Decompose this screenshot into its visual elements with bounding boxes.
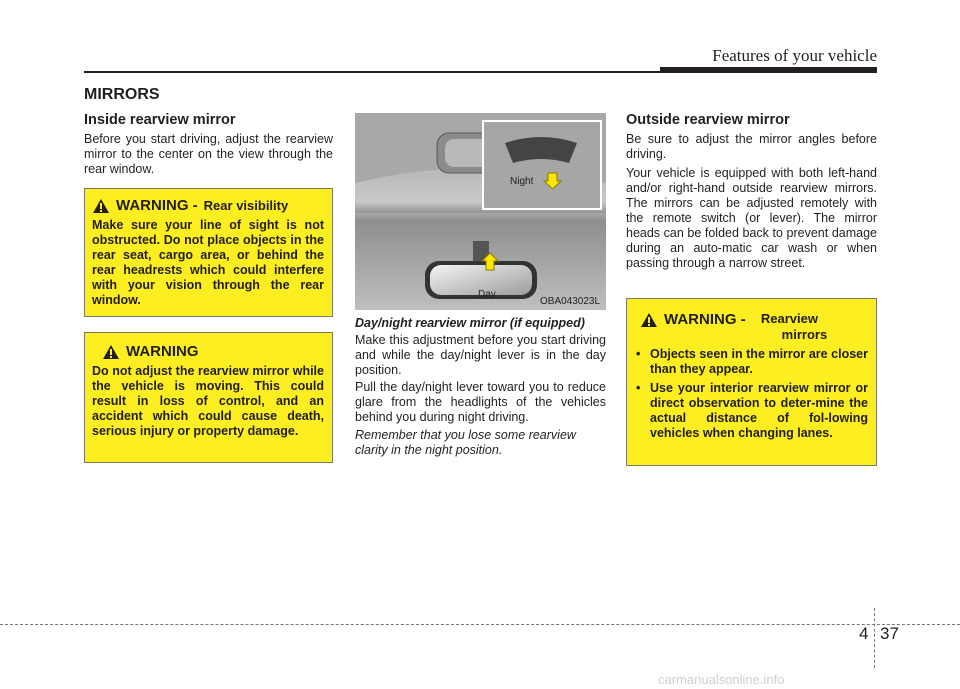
warning-triangle-icon: [102, 344, 120, 360]
outside-mirror-paragraph-1: Be sure to adjust the mirror angles before driving.: [626, 132, 877, 161]
figure-code: OBA043023L: [540, 296, 601, 307]
warning-title: [92, 197, 324, 214]
warning-subtitle: Rear visibility: [203, 198, 289, 213]
header-rule-accent: [660, 67, 877, 73]
day-night-paragraph-1: Make this adjustment before you start driving and while the day/night lever is in the day position.: [355, 333, 606, 377]
outside-mirror-heading: Outside rearview mirror: [626, 112, 790, 128]
warning-triangle-icon: [92, 198, 110, 214]
warning-list: [636, 347, 868, 441]
warning-subtitle: [752, 311, 828, 343]
footer-rule: [0, 624, 960, 625]
warning-list-item: • Objects seen in the mirror are closer than they appear.: [636, 347, 868, 377]
warning-subtitle-line-1: Rearview: [760, 311, 818, 326]
inside-mirror-paragraph: Before you start driving, adjust the rearview mirror to the center on the view through the rear window.: [84, 132, 333, 176]
day-night-paragraph-2: Pull the day/night lever toward you to reduce glare from the headlights of the vehicles behind you during night driving.: [355, 380, 606, 424]
page-number: 37: [880, 624, 899, 643]
warning-subtitle-line-2: mirrors: [781, 327, 828, 342]
section-title: MIRRORS: [84, 86, 160, 103]
warning-label: WARNING: [126, 343, 199, 360]
warning-triangle-icon: [640, 312, 658, 328]
outside-mirror-paragraph-2: Your vehicle is equipped with both left-hand and/or right-hand outside rearview mirrors. The mirrors can be adjusted remotely with the remote switch (or lever). The mirror heads can be folded back to prevent damage during an auto-matic car wash or when passing through a narrow street.: [626, 166, 877, 270]
warning-label: WARNING -: [664, 311, 746, 328]
day-label: Day: [478, 289, 496, 300]
footer-divider: [874, 608, 875, 668]
inside-mirror-heading: Inside rearview mirror: [84, 112, 236, 128]
warning-body: Make sure your line of sight is not obstructed. Do not place objects in the rear seat, cargo area, or behind the rear headrests which could interfere with your vision through the rear window.: [92, 218, 324, 307]
warning-box-rear-visibility: [84, 188, 333, 317]
night-label: Night: [510, 176, 534, 187]
running-header: Features of your vehicle: [712, 46, 877, 65]
warning-title: [636, 311, 868, 343]
warning-label: WARNING -: [116, 197, 198, 214]
warning-box-adjust-mirror: [84, 332, 333, 463]
warning-box-rearview-mirrors: [626, 298, 877, 466]
rearview-mirror-illustration: [355, 113, 606, 310]
warning-title: [92, 343, 324, 360]
chapter-number: 4: [859, 624, 869, 643]
warning-body: Do not adjust the rearview mirror while the vehicle is moving. This could result in loss of control, and an accident which could cause death, serious injury or property damage.: [92, 364, 324, 438]
figure-caption: Day/night rearview mirror (if equipped): [355, 316, 585, 330]
day-night-note: Remember that you lose some rearview clarity in the night position.: [355, 428, 576, 457]
rearview-mirror-figure: [355, 113, 606, 310]
watermark: carmanualsonline.info: [658, 672, 785, 687]
warning-list-item: • Use your interior rearview mirror or direct observation to deter-mine the actual distance of fol-lowing vehicles when changing lanes.: [636, 381, 868, 441]
